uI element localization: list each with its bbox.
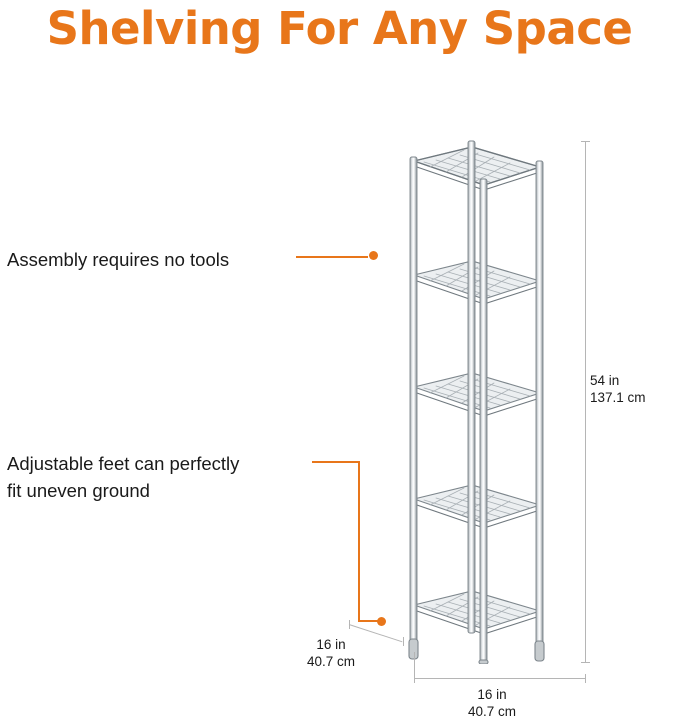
dimension-depth-label (296, 636, 366, 670)
dimension-width-label (447, 686, 537, 720)
dimension-width-imperial: 16 in (477, 687, 507, 702)
dimension-height-tick-top (581, 141, 590, 142)
dimension-height-metric: 137.1 cm (590, 390, 646, 405)
dimension-height-imperial: 54 in (590, 373, 620, 388)
dimension-width-metric: 40.7 cm (467, 704, 517, 719)
dimension-depth-tick-end (403, 637, 404, 646)
page-title: Shelving For Any Space (46, 2, 633, 55)
callout-feet-line-2: fit uneven ground (7, 480, 150, 501)
dimension-depth-metric: 40.7 cm (306, 654, 356, 669)
dimension-width-tick-right (585, 674, 586, 683)
callout-assembly-leader-line (296, 256, 368, 258)
shelving-unit-illustration (372, 131, 572, 664)
callout-feet-line-1: Adjustable feet can perfectly (7, 453, 240, 474)
callout-feet-label (7, 450, 317, 504)
dimension-width-line (414, 678, 585, 679)
callout-feet-leader-vertical (358, 461, 360, 621)
dimension-height-line (585, 141, 586, 663)
dimension-depth-imperial: 16 in (316, 637, 346, 652)
dimension-height-tick-bottom (581, 662, 590, 663)
callout-feet-leader-horizontal (312, 461, 360, 463)
dimension-depth-tick-start (349, 620, 350, 629)
callout-assembly-label: Assembly requires no tools (7, 249, 230, 270)
dimension-height-label (590, 372, 670, 406)
dimension-width-extension-left (414, 652, 415, 678)
